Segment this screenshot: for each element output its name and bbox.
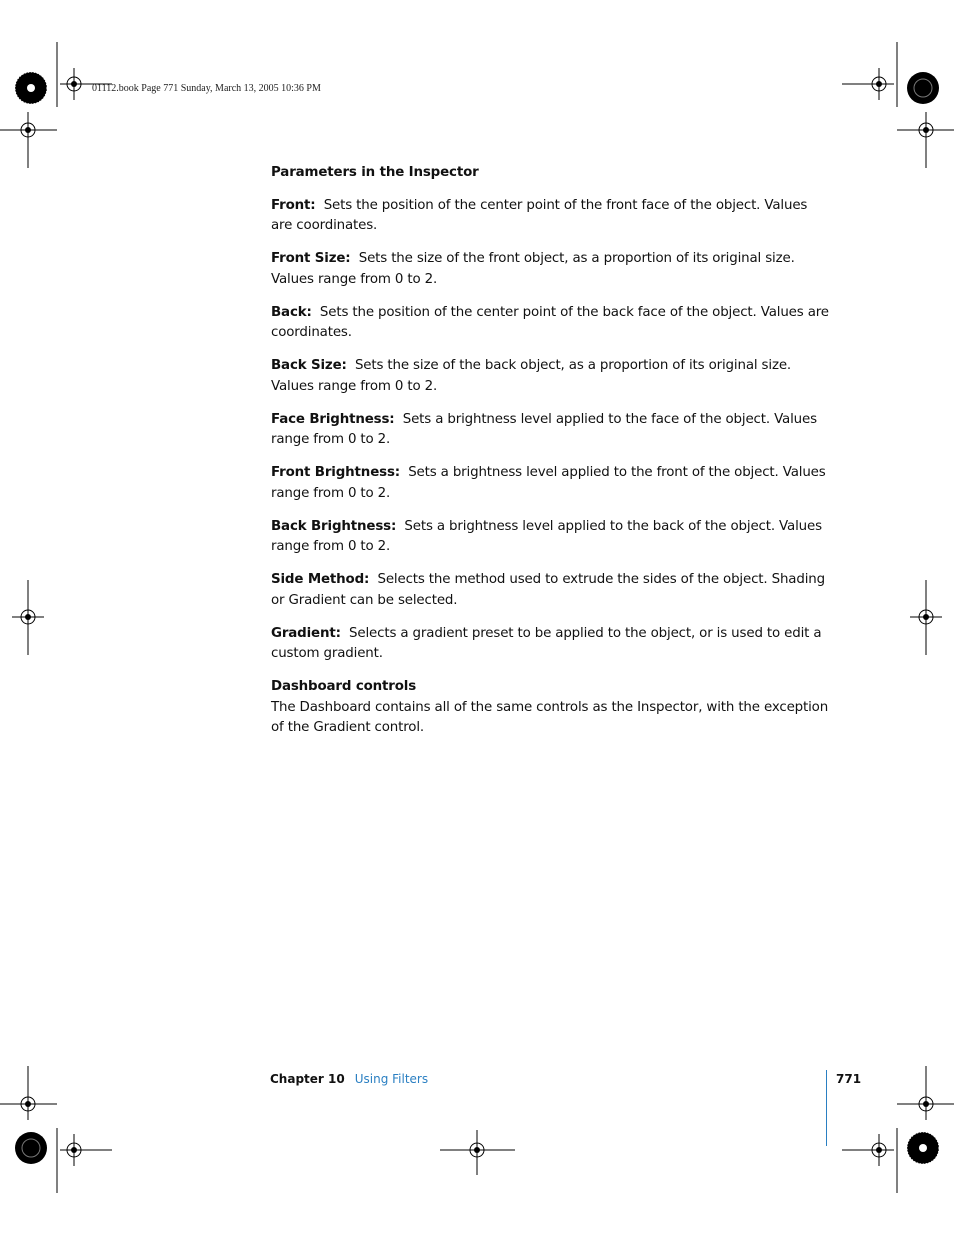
parameter-term: Back Brightness: [271, 518, 397, 534]
parameter-item [271, 463, 831, 504]
parameter-list [271, 196, 831, 665]
main-content [271, 163, 831, 739]
parameter-term: Front Brightness: [271, 465, 400, 480]
parameter-description: Sets a brightness level applied to the front of the object. Values range from 0 to 2. [271, 465, 826, 501]
parameter-term: Back: [271, 304, 312, 320]
chapter-label: Chapter 10 [270, 1072, 345, 1086]
section-heading: Parameters in the Inspector [271, 165, 479, 180]
parameter-item [271, 624, 831, 665]
dashboard-description: The Dashboard contains all of the same controls as the Inspector, with the exception of the Gradient control. [271, 699, 829, 735]
dashboard-heading: Dashboard controls [271, 679, 417, 694]
parameter-description: Sets a brightness level applied to the face of the object. Values range from 0 to 2. [271, 411, 817, 447]
parameter-description: Sets a brightness level applied to the back of the object. Values range from 0 to 2. [271, 518, 822, 554]
parameter-item [271, 517, 831, 558]
parameter-term: Side Method: [271, 572, 370, 587]
parameter-term: Front: [271, 197, 316, 213]
parameter-term: Front Size: [271, 251, 351, 266]
parameter-item [271, 303, 831, 344]
parameter-description: Sets the position of the center point of the back face of the object. Values are coordinates. [271, 304, 829, 340]
parameter-description: Sets the size of the back object, as a proportion of its original size. Values range from 0 to 2. [271, 358, 792, 394]
parameter-item [271, 196, 831, 237]
parameter-term: Face Brightness: [271, 411, 395, 427]
parameter-item [271, 356, 831, 397]
parameter-item [271, 249, 831, 290]
footer-chapter [270, 1072, 428, 1086]
page-number: 771 [836, 1072, 862, 1086]
parameter-item [271, 410, 831, 451]
chapter-title-link[interactable]: Using Filters [354, 1072, 429, 1086]
parameter-description: Sets the position of the center point of the front face of the object. Values are coordinates. [271, 197, 808, 233]
parameter-term: Gradient: [271, 625, 341, 641]
parameter-description: Selects a gradient preset to be applied to the object, or is used to edit a custom gradient. [271, 625, 822, 661]
parameter-description: Selects the method used to extrude the sides of the object. Shading or Gradient can be selected. [271, 572, 825, 608]
parameter-item [271, 570, 831, 611]
parameter-term: Back Size: [271, 358, 347, 373]
parameter-description: Sets the size of the front object, as a proportion of its original size. Values range from 0 to 2. [271, 251, 795, 287]
print-slug: 01112.book Page 771 Sunday, March 13, 2005 10:36 PM [92, 83, 321, 94]
footer-divider [826, 1070, 827, 1146]
